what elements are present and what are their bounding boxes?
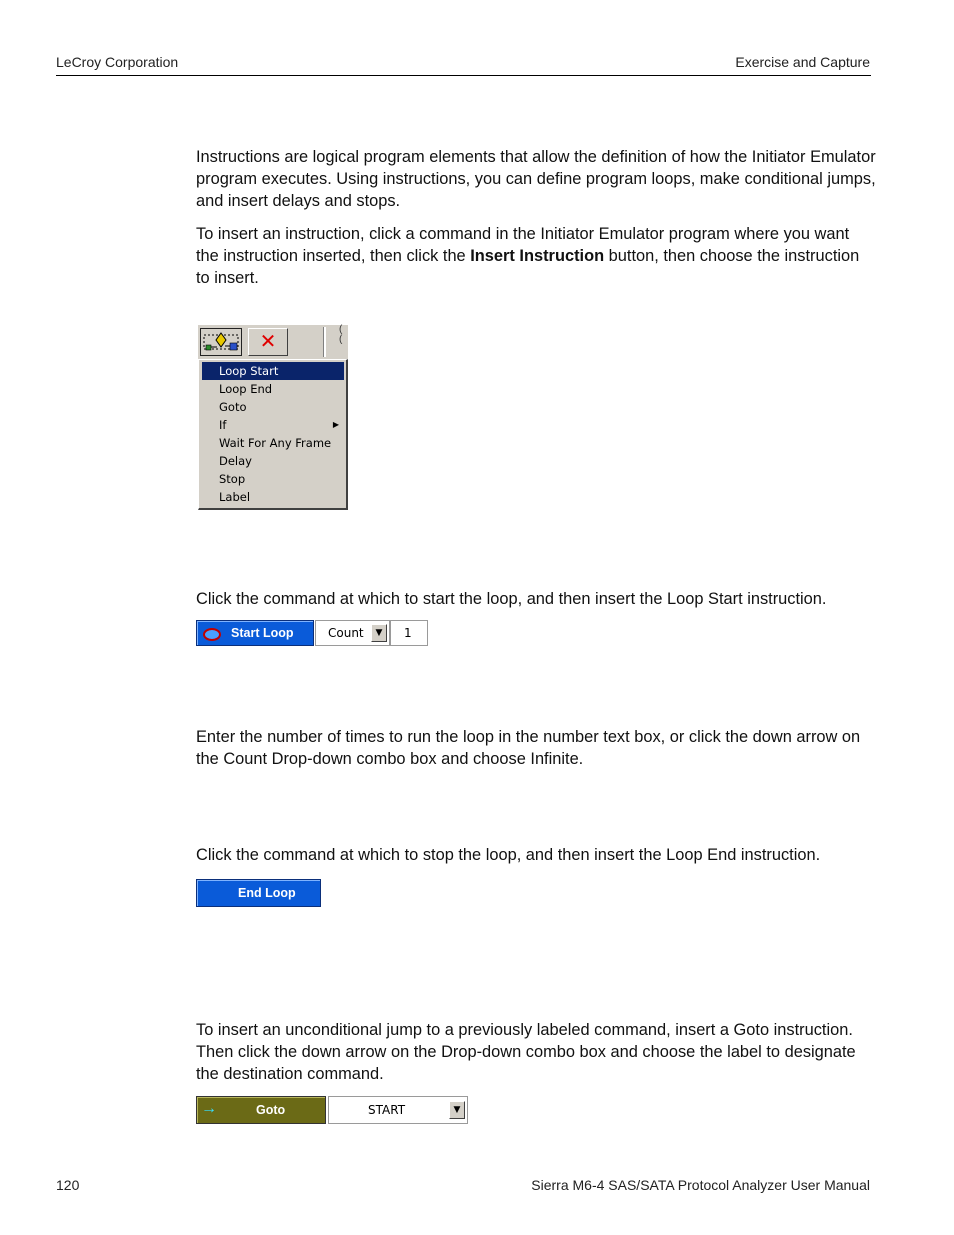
header-rule: [56, 75, 871, 76]
end-loop-label: End Loop: [238, 886, 296, 900]
goto-combo-value: START: [368, 1103, 406, 1117]
intro-paragraph-2: To insert an instruction, click a command in the Initiator Emulator program where you want the instruction inserted, then click the Insert Instruction button, then choose the instruction to insert.: [196, 225, 860, 287]
menu-item-delay[interactable]: Delay: [219, 454, 252, 468]
delete-button[interactable]: [248, 328, 288, 356]
insert-instruction-term: Insert Instruction: [470, 247, 605, 265]
loop-count-input[interactable]: [390, 620, 428, 646]
insert-instruction-menu: [198, 359, 348, 510]
loop-count-value: 1: [404, 626, 412, 640]
menu-item-loop-end[interactable]: Loop End: [219, 382, 273, 396]
start-loop-instruction[interactable]: [196, 620, 314, 646]
goto-label-combo-box[interactable]: [328, 1096, 468, 1124]
start-loop-label: Start Loop: [231, 626, 294, 640]
goto-instruction[interactable]: [196, 1096, 326, 1124]
goto-label: Goto: [256, 1103, 286, 1117]
menu-item-wait-for-any-frame[interactable]: Wait For Any Frame: [219, 436, 332, 450]
arrow-right-icon: →: [201, 1100, 217, 1117]
header-section: Exercise and Capture: [735, 54, 870, 70]
insert-instruction-button[interactable]: [200, 328, 242, 356]
loop-start-paragraph: Click the command at which to start the loop, and then insert the Loop Start instruction.: [196, 590, 827, 608]
toolbar-separator: [323, 327, 326, 357]
page-number: 120: [56, 1177, 80, 1193]
chevron-down-icon[interactable]: ▼: [449, 1101, 465, 1119]
menu-item-if[interactable]: If ▶: [219, 418, 339, 432]
menu-item-stop[interactable]: Stop: [219, 472, 246, 486]
insert-instruction-icon: [201, 329, 241, 355]
loop-end-paragraph: Click the command at which to stop the loop, and then insert the Loop End instruction.: [196, 846, 821, 864]
delete-icon: ✕: [259, 331, 277, 353]
loop-oval-icon: [203, 628, 221, 641]
intro-paragraph-1: Instructions are logical program elements that allow the definition of how the Initiator Emulator program executes. Using instructions, you can define program loops, make conditional jumps, and insert delays and stops.: [196, 148, 876, 210]
menu-item-goto[interactable]: Goto: [219, 400, 247, 414]
toolbar-clipped-edge: ( (: [339, 324, 343, 345]
menu-item-label[interactable]: Label: [219, 490, 251, 504]
instruction-toolbar: [198, 325, 348, 359]
count-combo-value: Count: [328, 626, 364, 640]
header-company: LeCroy Corporation: [56, 54, 179, 70]
chevron-down-icon[interactable]: ▼: [371, 624, 387, 642]
end-loop-instruction[interactable]: [196, 879, 321, 907]
goto-paragraph: To insert an unconditional jump to a previously labeled command, insert a Goto instruction. Then click the down arrow on the Drop-down combo box and choose the label to designate the destination command.: [196, 1021, 856, 1083]
count-combo-box[interactable]: [315, 620, 390, 646]
submenu-arrow-icon: ▶: [332, 420, 339, 429]
manual-title: Sierra M6-4 SAS/SATA Protocol Analyzer User Manual: [531, 1177, 870, 1193]
loop-count-paragraph: Enter the number of times to run the loop in the number text box, or click the down arrow on the Count Drop-down combo box and choose Infinite.: [196, 728, 861, 768]
menu-item-loop-start[interactable]: Loop Start: [202, 362, 344, 380]
